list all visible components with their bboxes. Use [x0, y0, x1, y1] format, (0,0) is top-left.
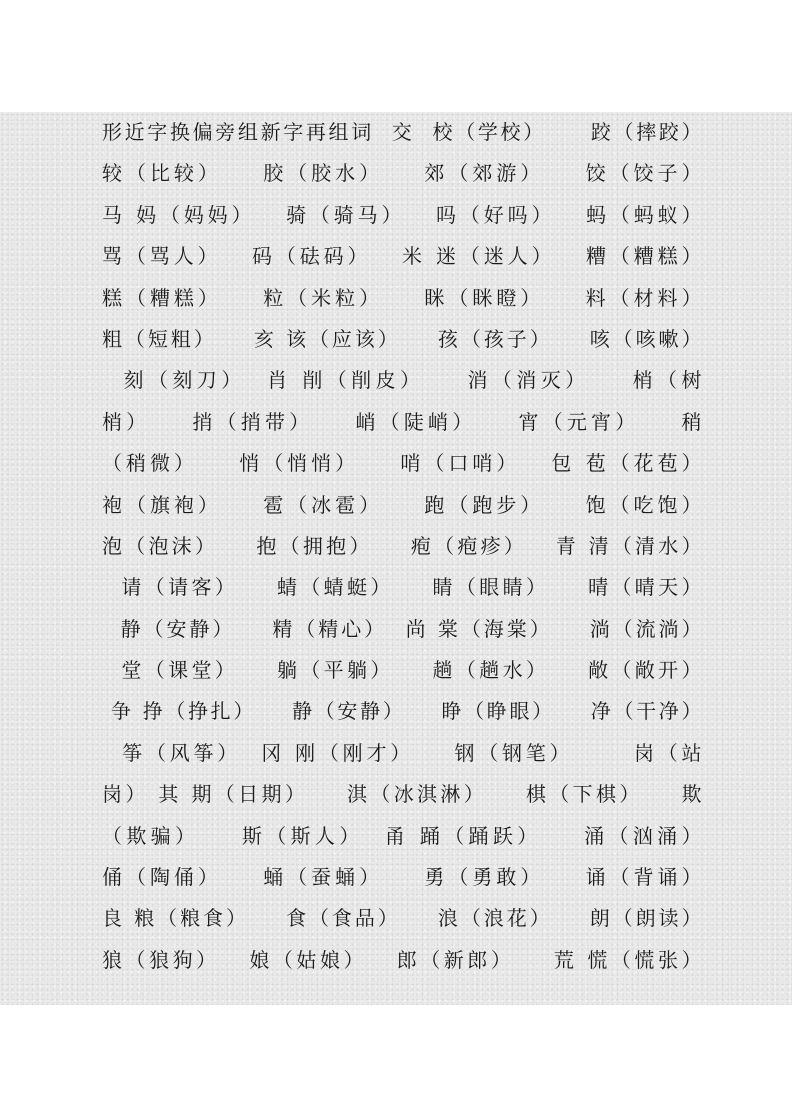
text-line-12: 请（请客） 蜻（蜻蜓） 睛（眼睛） 晴（晴天）: [102, 575, 702, 600]
text-line-14: 堂（课堂） 躺（平躺） 趟（趟水） 敞（敞开）: [102, 658, 702, 683]
text-line-17: 岗） 其 期（日期） 淇（冰淇淋） 棋（下棋） 欺: [102, 782, 702, 807]
text-line-10: 袍（旗袍） 雹（冰雹） 跑（跑步） 饱（吃饱）: [102, 492, 702, 517]
text-line-20: 良 粮（粮食） 食（食品） 浪（浪花） 朗（朗读）: [102, 906, 702, 931]
document-body: [102, 112, 702, 981]
text-line-5: 糕（糟糕） 粒（米粒） 眯（眯瞪） 料（材料）: [102, 285, 702, 310]
text-line-16: 筝（风筝） 冈 刚（刚才） 钢（钢笔） 岗（站: [102, 740, 702, 765]
text-line-6: 粗（短粗） 亥 该（应该） 孩（孩子） 咳（咳嗽）: [102, 326, 702, 351]
text-line-7: 刻（刻刀） 肖 削（削皮） 消（消灭） 梢（树: [102, 368, 702, 393]
text-line-15: 争 挣（挣扎） 静（安静） 睁（睁眼） 净（干净）: [102, 699, 702, 724]
text-line-11: 泡（泡沫） 抱（拥抱） 疱（疱疹） 青 清（清水）: [102, 533, 702, 558]
text-line-3: 马 妈（妈妈） 骑（骑马） 吗（好吗） 蚂（蚂蚁）: [102, 202, 702, 227]
text-line-18: （欺骗） 斯（斯人） 甬 踊（踊跃） 涌（汹涌）: [102, 823, 702, 848]
text-line-4: 骂（骂人） 码（砝码） 米 迷（迷人） 糟（糟糕）: [102, 244, 702, 269]
text-line-19: 俑（陶俑） 蛹（蚕蛹） 勇（勇敢） 诵（背诵）: [102, 865, 702, 890]
text-line-1: 形近字换偏旁组新字再组词 交 校（学校） 跤（摔跤）: [102, 120, 702, 144]
text-line-13: 静（安静） 精（精心） 尚 棠（海棠） 淌（流淌）: [102, 616, 702, 641]
text-line-21: 狼（狼狗） 娘（姑娘） 郎（新郎） 荒 慌（慌张）: [102, 947, 702, 972]
text-line-9: （稍微） 悄（悄悄） 哨（口哨） 包 苞（花苞）: [102, 451, 702, 476]
text-line-2: 较（比较） 胶（胶水） 郊（郊游） 饺（饺子）: [102, 161, 702, 186]
text-line-8: 梢） 捎（捎带） 峭（陡峭） 宵（元宵） 稍: [102, 409, 702, 434]
